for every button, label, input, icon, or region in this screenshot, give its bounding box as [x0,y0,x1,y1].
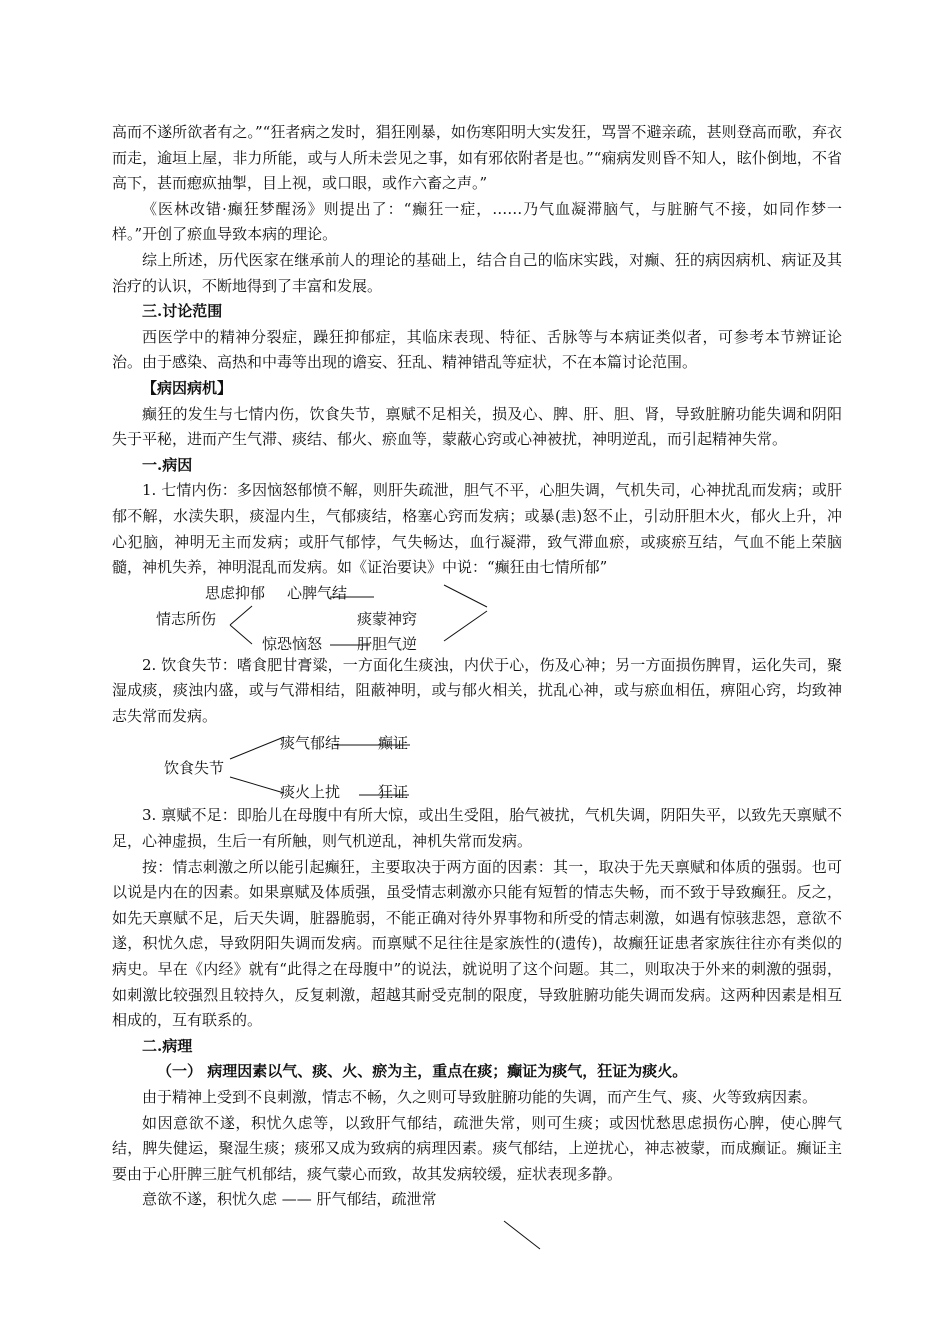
paragraph-overview: 癫狂的发生与七情内伤，饮食失节，禀赋不足相关，损及心、脾、肝、胆、肾，导致脏腑功能失调和阴阳失于平秘，进而产生气滞、痰结、郁火、瘀血等，蒙蔽心窍或心神被扰，神明逆乱，而引起精神失常。 [112,404,842,449]
diagram2-bottom: 痰火上扰 [280,783,341,802]
heading-pathology: 二.病理 [142,1036,193,1055]
flow-diagram-lines [112,1213,842,1253]
heading-scope: 三.讨论范围 [142,302,223,321]
paragraph-yilin: 《医林改错·癫狂梦醒汤》则提出了：“癫狂一症，……乃气血凝滞脑气，与脏腑气不接，如同作梦一样。”开创了瘀血导致本病的理论。 [112,199,842,244]
diagram2-top-result: 癫证 [378,734,409,753]
paragraph-emotions: 1. 七情内伤：多因恼怒郁愤不解，则肝失疏泄，胆气不平，心胆失调，气机失司，心神扰乱而发病；或肝郁不解，水渎失职，痰湿内生，气郁痰结，格塞心窍而发病；或暴(恚)怒不止，引动肝胆木火，郁火上升，冲心犯脑，神明无主而发病；或肝气郁悖，气失畅达，血行凝滞，致气滞血瘀，或痰瘀互结，气血不能上荣脑髓，神机失养，神明混乱而发病。如《证治要诀》中说：“癫狂由七情所郁” [112,481,842,577]
diagram1-top-left: 思虑抑郁 [205,583,266,602]
heading-cause: 一.病因 [142,455,193,474]
diagram1-root: 情志所伤 [156,609,217,628]
paragraph-dian-zheng: 如因意欲不遂，积忧久虑等，以致肝气郁结，疏泄失常，则可生痰；或因忧愁思虑损伤心脾，使心脾气结，脾失健运，聚湿生痰；痰邪又成为致病的病理因素。痰气郁结，上逆扰心，神志被蒙，而成癫证。癫证主要由于心肝脾三脏气机郁结，痰气蒙心而致，故其发病较缓，症状表现多静。 [112,1113,842,1183]
heading-pathology-factors: （一） 病理因素以气、痰、火、瘀为主，重点在痰；癫证为痰气，狂证为痰火。 [157,1062,688,1081]
paragraph-scope: 西医学中的精神分裂症，躁狂抑郁症，其临床表现、特征、舌脉等与本病证类似者，可参考本节辨证论治。由于感染、高热和中毒等出现的谵妄、狂乱、精神错乱等症状，不在本篇讨论范围。 [112,327,842,372]
heading-etiology-mechanism: 【病因病机】 [142,378,233,397]
flow-diagram [112,1213,842,1253]
paragraph-pathology-intro: 由于精神上受到不良刺激，情志不畅，久之则可导致脏腑功能的失调，而产生气、痰、火等致病因素。 [142,1088,818,1106]
paragraph-quotes: 高而不遂所欲者有之。”“狂者病之发时，猖狂刚暴，如伤寒阳明大实发狂，骂詈不避亲疏，甚则登高而歌，弃衣而走，逾垣上屋，非力所能，或与人所未尝见之事，如有邪依附者是也。”“痫病发则昏不知人，眩仆倒地，不省高下，甚而瘛疭抽掣，目上视，或口眼，或作六畜之声。” [112,123,842,193]
diet-diagram [112,729,842,803]
paragraph-summary: 综上所述，历代医家在继承前人的理论的基础上，结合自己的临床实践，对癫、狂的病因病机、病证及其治疗的认识，不断地得到了丰富和发展。 [112,250,842,295]
diagram1-middle: 痰蒙神窍 [357,609,418,628]
diagram1-bottom-right: 肝胆气逆 [357,634,418,653]
diagram2-root: 饮食失节 [164,759,225,778]
diagram1-top-right: 心脾气结 [287,583,348,602]
paragraph-constitution: 3. 禀赋不足：即胎儿在母腹中有所大惊，或出生受阻，胎气被扰，气机失调，阴阳失平，以致先天禀赋不足，心神虚损，生后一有所触，则气机逆乱，神机失常而发病。 [112,806,842,851]
paragraph-note: 按：情志刺激之所以能引起癫狂，主要取决于两方面的因素：其一，取决于先天禀赋和体质的强弱。也可以说是内在的因素。如果禀赋及体质强，虽受情志刺激亦只能有短暂的情志失畅，而不致于导致癫狂。反之，如先天禀赋不足，后天失调，脏器脆弱，不能正确对待外界事物和所受的情志刺激，如遇有惊骇悲怨，意欲不遂，积忧久虑，导致阴阳失调而发病。而禀赋不足往往是家族性的(遗传)，故癫狂证患者家族往往亦有类似的病史。早在《内经》就有“此得之在母腹中”的说法，就说明了这个问题。其二，则取决于外来的刺激的强弱，如刺激比较强烈且较持久，反复刺激，超越其耐受克制的限度，导致脏腑功能失调而发病。这两种因素是相互相成的，互有联系的。 [112,857,842,1030]
emotion-diagram [112,581,842,653]
paragraph-diet: 2. 饮食失节：嗜食肥甘膏粱，一方面化生痰浊，内伏于心，伤及心神；另一方面损伤脾胃，运化失司，聚湿成痰，痰浊内盛，或与气滞相结，阻蔽神明，或与郁火相关，扰乱心神，或与瘀血相伍，痹阻心窍，均致神志失常而发病。 [112,655,842,725]
paragraph-flow-start: 意欲不遂，积忧久虑 —— 肝气郁结，疏泄常 [142,1190,437,1209]
diagram2-top: 痰气郁结 [280,734,341,753]
diagram2-bottom-result: 狂证 [378,783,409,802]
diagram1-bottom-left: 惊恐恼怒 [262,634,323,653]
document-page [112,120,842,1253]
